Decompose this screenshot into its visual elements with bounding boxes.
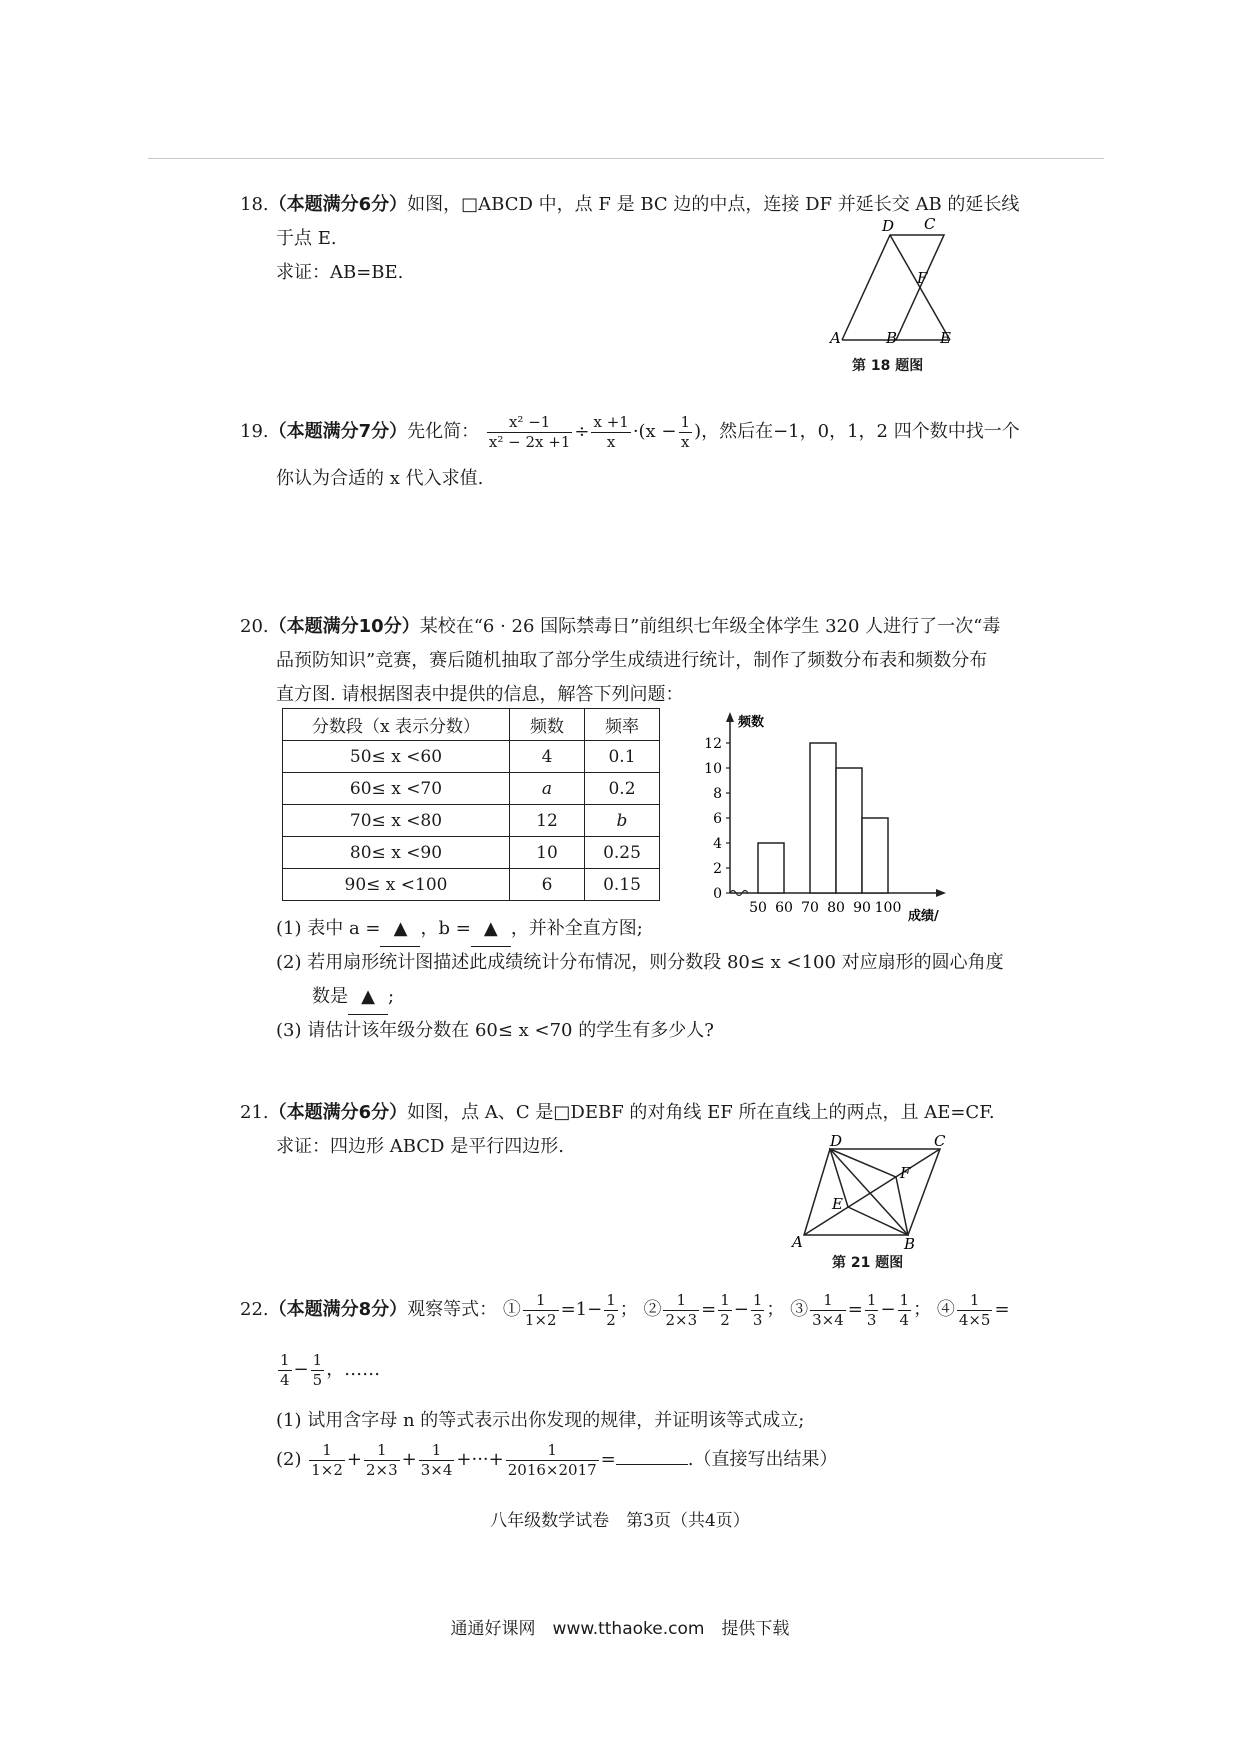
table-cell: 10 — [510, 837, 585, 869]
q22-line2: $\frac{1}{4}$ − $\frac{1}{5}$ ，…… — [280, 1350, 381, 1389]
q18-prove: 求证：AB=BE. — [276, 262, 404, 283]
answer-blank[interactable]: ▲ — [471, 912, 511, 947]
q21-figure — [788, 1135, 964, 1250]
q22-sub1: (1) 试用含字母 n 的等式表示出你发现的规律，并证明该等式成立; — [276, 1410, 805, 1431]
q21-label-e: E — [832, 1195, 843, 1213]
histogram-bar — [836, 768, 862, 893]
q18-label-b: B — [886, 329, 898, 347]
table-cell: 0.2 — [585, 773, 660, 805]
table-cell: 80≤ x <90 — [283, 837, 510, 869]
q21-label-f: F — [900, 1164, 911, 1182]
x-axis-arrow — [936, 889, 946, 897]
q22-sub2: (2) $\frac{1}{1\times 2}$ + $\frac{1}{2\times 3}$ + $\frac{1}{3\times 4}$ +···+ $\frac{1}{2016\times 2017}$ = .（直接写出结果） — [276, 1440, 838, 1479]
histogram-bar — [810, 743, 836, 893]
table-row — [283, 837, 660, 869]
histogram-bar — [758, 843, 784, 893]
top-rule — [148, 158, 1104, 159]
page-footer: 八年级数学试卷 第3页（共4页） — [490, 1511, 750, 1531]
table-row — [283, 869, 660, 901]
table-cell: 70≤ x <80 — [283, 805, 510, 837]
q21-label-a: A — [792, 1233, 803, 1250]
table-cell: 90≤ x <100 — [283, 869, 510, 901]
q19-frac3: $\frac{1}{x}$ — [680, 412, 691, 451]
table-header-row — [283, 709, 660, 741]
table-header-cell: 频率 — [585, 709, 660, 741]
q20-sub3: (3) 请估计该年级分数在 60≤ x <70 的学生有多少人? — [276, 1020, 714, 1041]
q19-frac1: $\frac{\text{x² −1}}{\text{x² − 2x +1}}$ — [488, 412, 571, 451]
x-tick-label: 50 — [749, 900, 767, 916]
y-tick-label: 2 — [713, 861, 722, 877]
q21-caption: 第 21 题图 — [832, 1255, 904, 1271]
q21-label-d: D — [830, 1135, 843, 1150]
q21-line1: 21.（本题满分6分）如图，点 A、C 是□DEBF 的对角线 EF 所在直线上的两点，且 AE=CF. — [240, 1102, 995, 1123]
y-tick-label: 4 — [713, 836, 722, 852]
q20-line3: 直方图. 请根据图表中提供的信息，解答下列问题： — [276, 684, 684, 705]
q18-line2: 于点 E. — [276, 228, 337, 249]
table-cell: 50≤ x <60 — [283, 741, 510, 773]
y-axis-arrow — [726, 712, 734, 722]
x-tick-label: 80 — [827, 900, 845, 916]
q22-line1: 22.（本题满分8分）观察等式： ① $\frac{1}{1\times 2}$ =1− $\frac{1}{2}$ ； ② $\frac{1}{2\times 3}$ = $\frac{1}{2}$ − $\frac{1}{3}$ ； ③ $\frac{1}{3\times 4}$ = $\frac{1}{3}$ − $\frac{1}{4}$ ； ④ $\frac{1}{4\times 5}$ = — [240, 1290, 1010, 1329]
q18-label-a: A — [830, 329, 841, 347]
q20-sub1: (1) 表中 a = ▲ ，b = ▲ ，并补全直方图; — [276, 912, 643, 947]
table-row — [283, 805, 660, 837]
table-cell: 0.25 — [585, 837, 660, 869]
q19-frac2: $\frac{x +1}{x}$ — [593, 412, 629, 451]
q18-figure — [820, 215, 960, 350]
y-tick-label: 12 — [704, 736, 722, 752]
x-tick-label: 90 — [853, 900, 871, 916]
q18-label-e: E — [940, 329, 951, 347]
histogram-bar — [862, 818, 888, 893]
table-cell: 12 — [510, 805, 585, 837]
table-header-cell: 频数 — [510, 709, 585, 741]
q18-line1: 18.（本题满分6分）如图，□ABCD 中，点 F 是 BC 边的中点，连接 DF 并延长交 AB 的延长线 — [240, 194, 1020, 215]
x-axis-label: 成绩/ — [908, 909, 939, 923]
x-tick-label: 60 — [775, 900, 793, 916]
q21-label-b: B — [904, 1235, 916, 1250]
q20-line1: 20.（本题满分10分）某校在“6 · 26 国际禁毒日”前组织七年级全体学生 320 人进行了一次“毒 — [240, 616, 1001, 637]
q18-label-d: D — [882, 217, 895, 235]
q18-label-c: C — [924, 215, 936, 233]
table-cell: 60≤ x <70 — [283, 773, 510, 805]
x-tick-label: 100 — [874, 900, 902, 916]
y-tick-label: 10 — [704, 761, 722, 777]
frequency-table — [282, 708, 660, 901]
q18-label-f: F — [917, 269, 928, 287]
q20-sub2: (2) 若用扇形统计图描述此成绩统计分布情况，则分数段 80≤ x <100 对应扇形的圆心角度 — [276, 952, 1004, 973]
q19-line2: 你认为合适的 x 代入求值. — [276, 468, 484, 489]
table-row — [283, 773, 660, 805]
table-cell: 0.1 — [585, 741, 660, 773]
table-row — [283, 741, 660, 773]
source-footer: 通通好课网 www.tthaoke.com 提供下载 — [450, 1619, 790, 1639]
answer-blank[interactable] — [616, 1464, 688, 1465]
y-tick-label: 6 — [713, 811, 722, 827]
table-cell: 4 — [510, 741, 585, 773]
y-axis-label: 频数 — [738, 715, 765, 730]
y-tick-label: 8 — [713, 786, 722, 802]
x-tick-label: 70 — [801, 900, 819, 916]
table-cell: b — [585, 805, 660, 837]
q21-line2: 求证：四边形 ABCD 是平行四边形. — [276, 1136, 564, 1157]
y-tick-label: 0 — [713, 886, 722, 902]
q21-label-c: C — [934, 1135, 946, 1150]
q18-caption: 第 18 题图 — [852, 358, 924, 374]
table-header-cell: 分数段（x 表示分数） — [283, 709, 510, 741]
q19-line1: 19.（本题满分7分）先化简： $\frac{\text{x² −1}}{\text{x² − 2x +1}}$ ÷ $\frac{x +1}{x}$ ·(x − $\frac{1}{x}$ )，然后在−1，0，1，2 四个数中找一个 — [240, 412, 1020, 451]
answer-blank[interactable]: ▲ — [348, 980, 388, 1015]
table-cell: 6 — [510, 869, 585, 901]
table-cell: 0.15 — [585, 869, 660, 901]
q20-sub2-cont: 数是 ▲ ; — [312, 980, 394, 1015]
q20-line2: 品预防知识”竞赛，赛后随机抽取了部分学生成绩进行统计，制作了频数分布表和频数分布 — [276, 650, 988, 671]
table-cell: a — [510, 773, 585, 805]
frequency-histogram — [690, 708, 970, 923]
answer-blank[interactable]: ▲ — [380, 912, 420, 947]
